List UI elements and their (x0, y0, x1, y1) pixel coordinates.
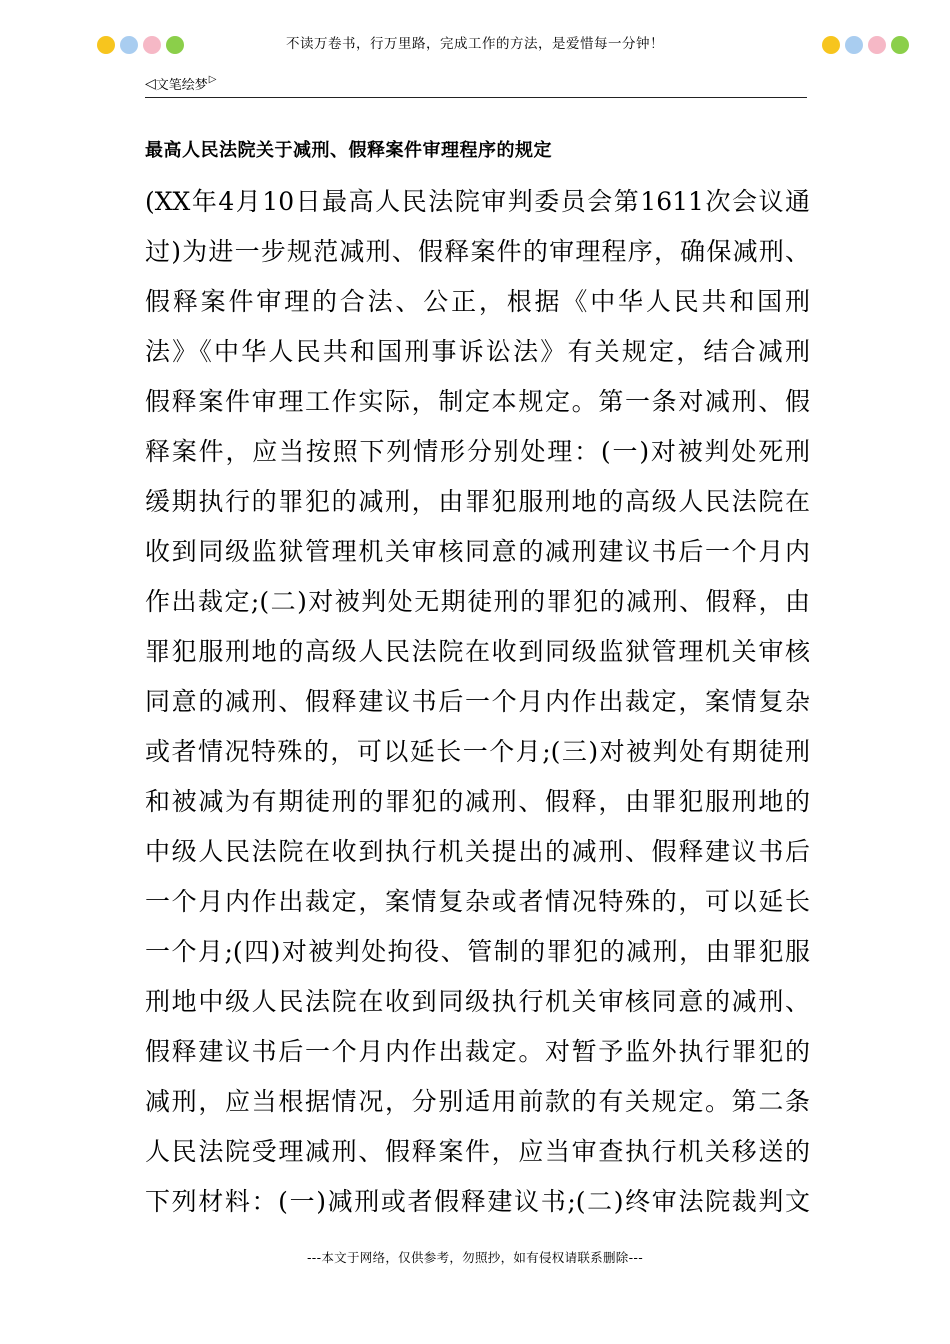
header-motto: 不读万卷书，行万里路，完成工作的方法，是爱惜每一分钟！ (286, 36, 664, 52)
header-divider (145, 97, 807, 98)
body-line: 罪犯服刑地的高级人民法院在收到同级监狱管理机关审核 (145, 637, 810, 666)
brand-label (145, 74, 217, 93)
body-line: 过)为进一步规范减刑、假释案件的审理程序，确保减刑、 (145, 237, 810, 266)
header-dots-right (822, 36, 909, 54)
document-body (145, 177, 810, 1227)
body-line: 作出裁定;(二)对被判处无期徒刑的罪犯的减刑、假释，由 (145, 587, 810, 616)
body-line: 刑地中级人民法院在收到同级执行机关审核同意的减刑、 (145, 987, 810, 1016)
body-line: 一个月内作出裁定，案情复杂或者情况特殊的，可以延长 (145, 887, 810, 916)
pink-dot-icon (868, 36, 886, 54)
body-line: 假释案件审理工作实际，制定本规定。第一条对减刑、假 (145, 387, 810, 416)
right-triangle-icon: ▷ (208, 74, 217, 85)
blue-dot-icon (845, 36, 863, 54)
yellow-dot-icon (822, 36, 840, 54)
left-triangle-icon: ◁ (145, 75, 156, 92)
body-line: 或者情况特殊的，可以延长一个月;(三)对被判处有期徒刑 (145, 737, 810, 766)
body-line: 缓期执行的罪犯的减刑，由罪犯服刑地的高级人民法院在 (145, 487, 810, 516)
body-line: 一个月;(四)对被判处拘役、管制的罪犯的减刑，由罪犯服 (145, 937, 810, 966)
body-line: 减刑，应当根据情况，分别适用前款的有关规定。第二条 (145, 1087, 810, 1116)
body-line: 同意的减刑、假释建议书后一个月内作出裁定，案情复杂 (145, 687, 810, 716)
body-line: 中级人民法院在收到执行机关提出的减刑、假释建议书后 (145, 837, 810, 866)
body-line: 人民法院受理减刑、假释案件，应当审查执行机关移送的 (145, 1137, 810, 1166)
green-dot-icon (891, 36, 909, 54)
footer-disclaimer: ---本文于网络，仅供参考，勿照抄，如有侵权请联系删除--- (306, 1250, 644, 1265)
body-line: (XX年4月10日最高人民法院审判委员会第1611次会议通 (145, 187, 810, 216)
document-title: 最高人民法院关于减刑、假释案件审理程序的规定 (145, 140, 552, 161)
brand-name: 文笔绘梦 (155, 78, 208, 93)
body-line: 释案件，应当按照下列情形分别处理：(一)对被判处死刑 (145, 437, 810, 466)
body-line: 假释案件审理的合法、公正，根据《中华人民共和国刑 (145, 287, 810, 316)
body-line: 收到同级监狱管理机关审核同意的减刑建议书后一个月内 (145, 537, 810, 566)
body-line: 法》《中华人民共和国刑事诉讼法》有关规定，结合减刑 (145, 337, 810, 366)
body-line: 假释建议书后一个月内作出裁定。对暂予监外执行罪犯的 (145, 1037, 810, 1066)
body-line: 下列材料：(一)减刑或者假释建议书;(二)终审法院裁判文 (145, 1187, 810, 1216)
body-line: 和被减为有期徒刑的罪犯的减刑、假释，由罪犯服刑地的 (145, 787, 810, 816)
